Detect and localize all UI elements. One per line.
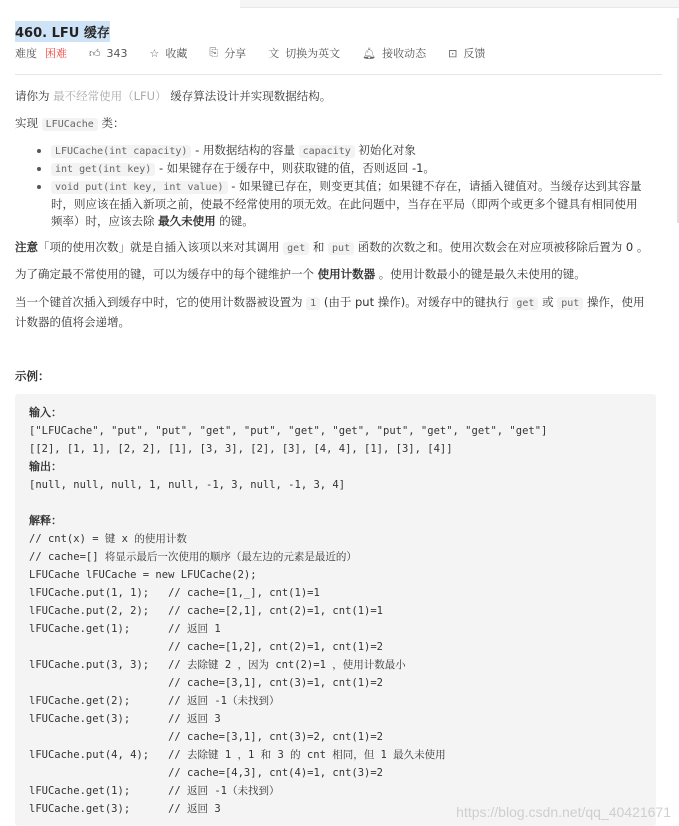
lfu-link[interactable]: 最不经常使用（LFU） [53,89,167,103]
code-line: // cache=[3,1], cnt(3)=2, cnt(1)=2 [29,731,384,743]
inline-code: put [557,297,583,310]
meta-bar [15,45,507,61]
inline-code: get [512,297,538,310]
code-line: ["LFUCache", "put", "put", "get", "put", "get", "get", "put", "get", "get", "get"] [29,425,548,437]
text: - 如果键已存在，则变更其值；如果键不存在，请插入键值对。当缓存达到其容量时，则应该在插入新项之前，使最不经常使用的项无效。在此问题中，当存在平局（即两个或更多个键具有相同使用频率）时，应该去除 [51,179,642,228]
feedback-label: 反馈 [463,47,486,60]
intro-paragraph [15,87,655,105]
input-label: 输入： [29,406,62,419]
code-line: lFUCache.put(1, 1); // cache=[1,_], cnt(1)=1 [29,587,320,599]
text: - 用数据结构的容量 [191,143,299,157]
translate-icon: 文 [268,47,280,60]
code-line: lFUCache.get(2); // 返回 -1（未找到） [29,695,280,707]
example-heading: 示例： [15,369,50,383]
code-line: [[2], [1, 1], [2, 2], [1], [3, 3], [2], [3], [4, 4], [1], [3], [4]] [29,443,453,455]
text: 缓存算法设计并实现数据结构。 [170,89,332,103]
problem-title: 460. LFU 缓存 [15,21,110,42]
inline-code: int get(int key) [51,163,155,176]
top-bar [240,0,679,8]
like-button[interactable] [89,45,128,61]
feedback-icon: ⊡ [448,46,458,60]
inline-code: capacity [299,145,355,158]
code-line: lFUCache.put(2, 2); // cache=[2,1], cnt(2)=1, cnt(1)=1 [29,605,384,617]
list-item [36,142,646,160]
text: 请你为 [15,89,50,103]
text: 的键。 [215,214,254,228]
code-line: // cache=[3,1], cnt(3)=1, cnt(1)=2 [29,677,384,689]
code-line: [null, null, null, 1, null, -1, 3, null, -1, 3, 4] [29,479,346,491]
subscribe-button[interactable] [362,45,426,61]
text: 为了确定最不常使用的键，可以为缓存中的每个键维护一个 [15,267,318,281]
code-line: // cache=[1,2], cnt(2)=1, cnt(1)=2 [29,641,384,653]
code-line: // cache=[4,3], cnt(4)=1, cnt(3)=2 [29,767,384,779]
inline-code: get [283,242,309,255]
subscribe-label: 接收动态 [382,47,427,60]
favorite-button[interactable] [150,45,188,61]
impl-paragraph [15,114,655,134]
text: 。使用计数最小的键是最久未使用的键。 [375,267,586,281]
code-line: lFUCache.get(3); // 返回 3 [29,803,221,815]
text: 或 [538,295,558,309]
example-code-block [15,394,656,826]
code-line: lFUCache.put(3, 3); // 去除键 2 ，因为 cnt(2)=1 ，使用计数最小 [29,659,406,671]
text: 函数的次数之和。使用次数会在对应项被移除后置为 0 。 [354,240,649,254]
code-line: lFUCache.get(3); // 返回 3 [29,713,221,725]
share-button[interactable] [209,45,246,61]
difficulty-label: 难度 [15,47,37,60]
code-line: LFUCache lFUCache = new LFUCache(2); [29,569,257,581]
first-insert-paragraph [15,293,655,331]
thumbs-up-icon: 👍︎ [89,46,101,60]
inline-code: put [328,242,354,255]
watermark: https://blog.csdn.net/qq_40421671 [456,804,671,820]
inline-code: 1 [306,297,320,310]
difficulty-value: 困难 [45,47,67,60]
output-label: 输出： [29,460,62,473]
inline-code: LFUCache [42,118,98,131]
favorite-label: 收藏 [165,47,188,60]
bold-text: 使用计数器 [317,267,376,281]
code-line: // cnt(x) = 键 x 的使用计数 [29,533,187,545]
text: 实现 [15,116,38,130]
text: (由于 put 操作)。对缓存中的键执行 [320,295,513,309]
switch-language-button[interactable] [268,45,340,61]
text: 类： [101,116,125,130]
text: 「项的使用次数」就是自插入该项以来对其调用 [38,240,284,254]
code-line: lFUCache.get(1); // 返回 1 [29,623,221,635]
text: 初始化对象 [354,143,416,157]
bold-text: 注意 [15,240,38,254]
text: - 如果键存在于缓存中，则获取键的值，否则返回 -1。 [155,161,435,175]
code-line: // cache=[] 将显示最后一次使用的顺序（最左边的元素是最近的） [29,551,357,563]
share-label: 分享 [224,47,247,60]
share-icon: ⎘ [209,46,219,59]
code-line: lFUCache.get(1); // 返回 -1（未找到） [29,785,280,797]
divider [15,74,662,75]
code-line: lFUCache.put(4, 4); // 去除键 1 ，1 和 3 的 cnt 相同，但 1 最久未使用 [29,749,446,761]
bell-icon: 🔔︎ [362,46,377,60]
inline-code: LFUCache(int capacity) [51,145,191,158]
like-count: 343 [106,46,128,60]
counter-paragraph [15,265,655,283]
list-item [36,178,646,230]
bold-text: 最久未使用 [158,214,216,228]
star-icon: ☆ [149,46,160,60]
feedback-button[interactable] [448,45,485,61]
explain-lines [29,530,642,818]
difficulty [15,45,67,61]
method-list [36,142,646,230]
switch-language-label: 切换为英文 [285,47,341,60]
inline-code: void put(int key, int value) [51,181,228,194]
explain-label: 解释： [29,514,62,527]
text: 当一个键首次插入到缓存中时，它的使用计数器被设置为 [15,295,307,309]
list-item [36,160,646,178]
note-paragraph [15,238,655,258]
text: 和 [309,240,329,254]
text: 操作，使用计数器的值将会递增。 [15,295,645,329]
